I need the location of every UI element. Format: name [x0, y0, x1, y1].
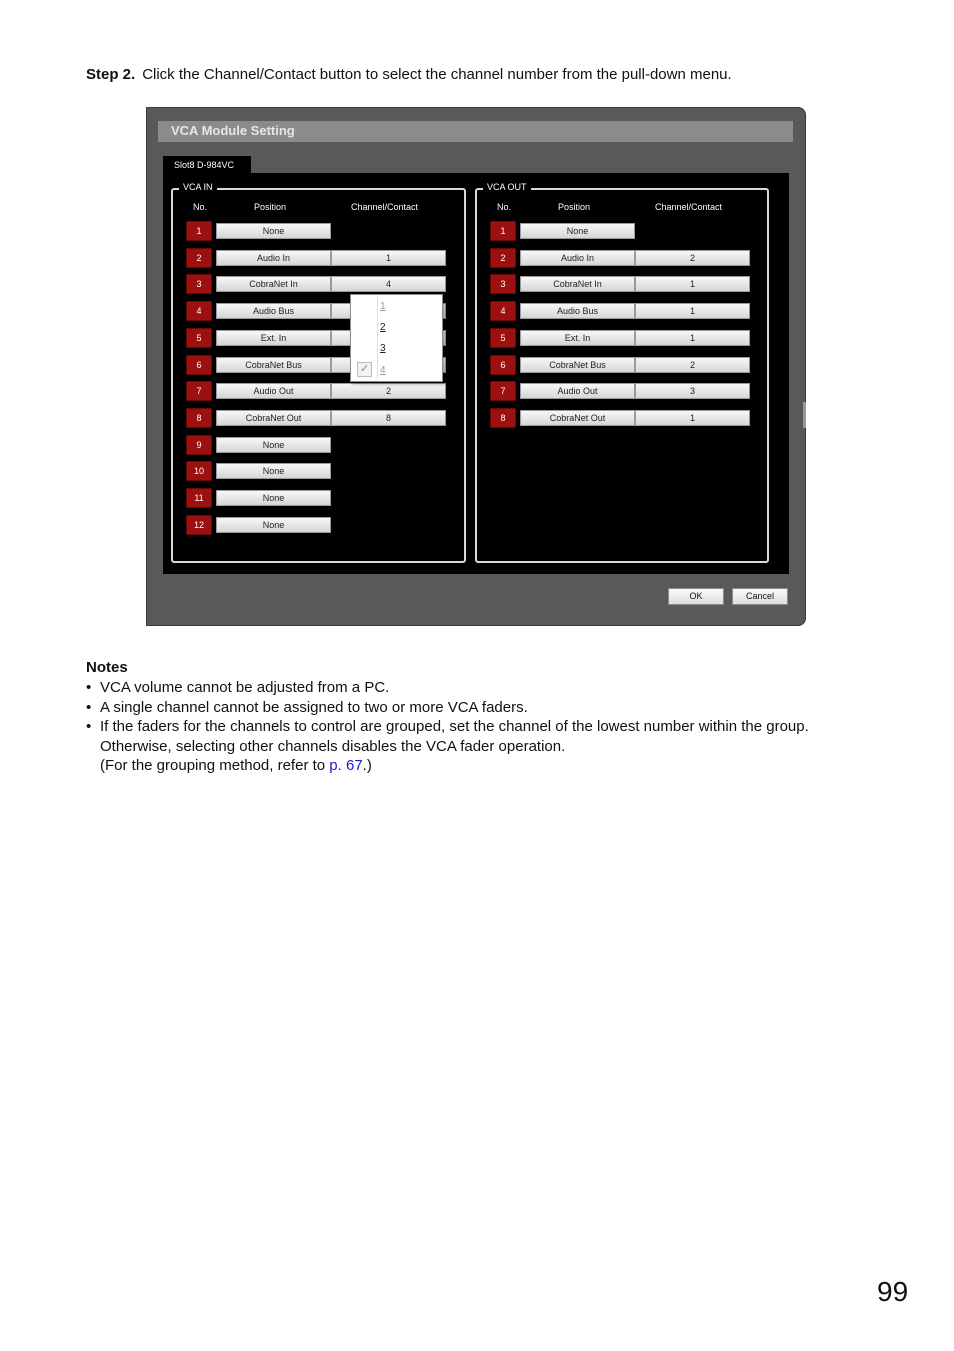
- note-text: VCA volume cannot be adjusted from a PC.: [100, 679, 390, 696]
- vca-out-channel-contact-button[interactable]: 1: [635, 330, 750, 346]
- vca-out-position-button[interactable]: CobraNet In: [520, 276, 635, 292]
- vca-out-number-badge: 2: [490, 248, 516, 268]
- notes-list: [86, 678, 886, 776]
- window-titlebar: [158, 121, 793, 142]
- vca-out-position-button[interactable]: CobraNet Out: [520, 410, 635, 426]
- vca-in-number-badge: 11: [186, 488, 212, 508]
- header-position: Position: [558, 202, 591, 212]
- vca-out-number-badge: 8: [490, 408, 516, 428]
- vca-in-number-badge: 9: [186, 435, 212, 455]
- vca-out-number-badge: 6: [490, 355, 516, 375]
- settings-panel: [163, 173, 789, 574]
- vca-in-position-button[interactable]: Audio Out: [216, 383, 331, 399]
- menu-separator: [377, 297, 378, 379]
- vca-in-position-button[interactable]: None: [216, 437, 331, 453]
- vca-out-channel-contact-button[interactable]: 2: [635, 250, 750, 266]
- cancel-button[interactable]: Cancel: [732, 588, 788, 605]
- vca-in-position-button[interactable]: None: [216, 223, 331, 239]
- step-text: Click the Channel/Contact button to select the channel number from the pull-down menu.: [142, 66, 732, 83]
- page-67-link[interactable]: p. 67: [329, 757, 363, 774]
- step-instruction: [86, 66, 732, 83]
- ref-pre: (For the grouping method, refer to: [100, 757, 330, 774]
- ok-button[interactable]: OK: [668, 588, 724, 605]
- vca-out-channel-contact-button[interactable]: 3: [635, 383, 750, 399]
- vca-out-position-button[interactable]: CobraNet Bus: [520, 357, 635, 373]
- vca-in-position-button[interactable]: CobraNet Out: [216, 410, 331, 426]
- header-no: No.: [193, 202, 208, 212]
- vca-out-number-badge: 1: [490, 221, 516, 241]
- notes-title: Notes: [86, 659, 128, 676]
- vca-in-position-button[interactable]: None: [216, 490, 331, 506]
- vca-out-position-button[interactable]: Ext. In: [520, 330, 635, 346]
- menu-option-4[interactable]: 4: [380, 365, 386, 376]
- header-channel-contact: Channel/Contact: [655, 202, 723, 212]
- note-text: If the faders for the channels to control are grouped, set the channel of the lowest number within the group.: [100, 718, 809, 735]
- vca-in-number-badge: 3: [186, 274, 212, 294]
- vca-in-number-badge: 12: [186, 515, 212, 535]
- vca-out-number-badge: 5: [490, 328, 516, 348]
- vca-out-channel-contact-button[interactable]: 1: [635, 276, 750, 292]
- vca-out-position-button[interactable]: Audio Out: [520, 383, 635, 399]
- vca-out-channel-contact-button[interactable]: 2: [635, 357, 750, 373]
- vca-in-position-button[interactable]: None: [216, 463, 331, 479]
- vca-in-channel-contact-button[interactable]: 4: [331, 276, 446, 292]
- vca-in-channel-contact-button[interactable]: 8: [331, 410, 446, 426]
- vca-module-setting-window: [146, 107, 806, 626]
- note-continuation-ref: [86, 756, 886, 776]
- step-label: Step 2.: [86, 66, 136, 83]
- vca-out-channel-contact-button[interactable]: 1: [635, 410, 750, 426]
- note-item: [86, 717, 886, 737]
- vca-out-position-button[interactable]: Audio Bus: [520, 303, 635, 319]
- note-text: A single channel cannot be assigned to two or more VCA faders.: [100, 698, 528, 716]
- vca-out-label: VCA OUT: [483, 182, 531, 192]
- vca-in-position-button[interactable]: CobraNet In: [216, 276, 331, 292]
- window-edge-handle: [803, 402, 806, 428]
- header-channel-contact: Channel/Contact: [351, 202, 419, 212]
- note-continuation: Otherwise, selecting other channels disables the VCA fader operation.: [100, 737, 566, 755]
- header-position: Position: [254, 202, 287, 212]
- vca-in-number-badge: 8: [186, 408, 212, 428]
- vca-out-group: [475, 182, 769, 563]
- vca-out-number-badge: 7: [490, 381, 516, 401]
- note-item: [86, 678, 886, 698]
- vca-in-position-button[interactable]: Ext. In: [216, 330, 331, 346]
- vca-in-position-button[interactable]: CobraNet Bus: [216, 357, 331, 373]
- channel-dropdown-menu: [350, 294, 443, 382]
- page-number: 99: [877, 1276, 909, 1307]
- menu-option-1[interactable]: 1: [380, 301, 386, 312]
- vca-in-label: VCA IN: [179, 182, 217, 192]
- vca-in-number-badge: 10: [186, 461, 212, 481]
- vca-in-number-badge: 7: [186, 381, 212, 401]
- vca-out-position-button[interactable]: None: [520, 223, 635, 239]
- vca-in-position-button[interactable]: Audio Bus: [216, 303, 331, 319]
- vca-in-channel-contact-button[interactable]: 2: [331, 383, 446, 399]
- vca-out-number-badge: 3: [490, 274, 516, 294]
- vca-in-number-badge: 1: [186, 221, 212, 241]
- menu-option-2[interactable]: 2: [380, 322, 386, 333]
- menu-option-3[interactable]: 3: [380, 343, 386, 354]
- vca-out-channel-contact-button[interactable]: 1: [635, 303, 750, 319]
- vca-in-number-badge: 2: [186, 248, 212, 268]
- tab-slot8[interactable]: Slot8 D-984VC: [163, 156, 251, 174]
- vca-out-number-badge: 4: [490, 301, 516, 321]
- vca-in-number-badge: 5: [186, 328, 212, 348]
- bullet: •: [86, 698, 92, 716]
- vca-in-position-button[interactable]: Audio In: [216, 250, 331, 266]
- checkmark-icon: ✓: [357, 362, 372, 377]
- vca-out-position-button[interactable]: Audio In: [520, 250, 635, 266]
- vca-in-channel-contact-button[interactable]: 1: [331, 250, 446, 266]
- vca-in-number-badge: 6: [186, 355, 212, 375]
- vca-in-number-badge: 4: [186, 301, 212, 321]
- header-no: No.: [497, 202, 512, 212]
- bullet: •: [86, 679, 92, 696]
- bullet: •: [86, 718, 92, 735]
- window-title: VCA Module Setting: [171, 123, 295, 138]
- note-item: [86, 698, 886, 718]
- ref-post: .): [362, 757, 372, 774]
- vca-in-position-button[interactable]: None: [216, 517, 331, 533]
